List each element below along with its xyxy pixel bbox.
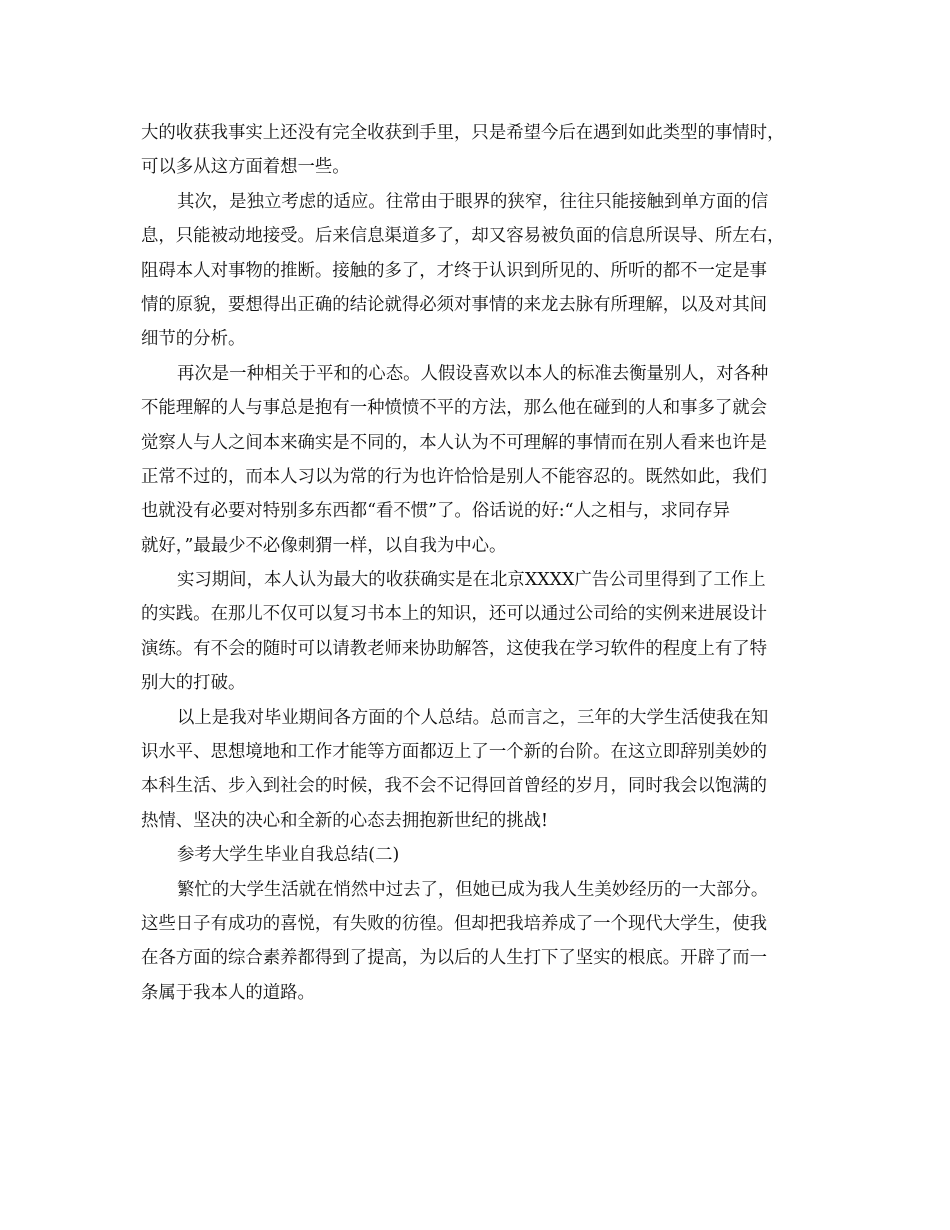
text-line: 息，只能被动地接受。后来信息渠道多了，却又容易被负面的信息所误导、所左右， (141, 226, 785, 247)
text-line: 其次，是独立考虑的适应。往常由于眼界的狭窄，往往只能接触到单方面的信 (177, 191, 769, 212)
text-line: 阻碍本人对事物的推断。接触的多了，才终于认识到所见的、所听的都不一定是事 (141, 260, 768, 281)
text-line: 觉察人与人之间本来确实是不同的，本人认为不可理解的事情而在别人看来也许是 (141, 432, 768, 453)
text-line: 别大的打破。 (141, 673, 246, 694)
text-line: 就好，”最最少不必像刺猬一样，以自我为中心。 (141, 535, 507, 556)
text-line: 热情、坚决的决心和全新的心态去拥抱新世纪的挑战! (141, 810, 548, 831)
text-line: 在各方面的综合素养都得到了提高，为以后的人生打下了坚实的根底。开辟了而一 (141, 948, 768, 969)
text-line: 正常不过的，而本人习以为常的行为也许恰恰是别人不能容忍的。既然如此，我们 (141, 466, 768, 487)
text-line: 的实践。在那儿不仅可以复习书本上的知识，还可以通过公司给的实例来进展设计 (141, 604, 768, 625)
text-line: 大的收获我事实上还没有完全收获到手里，只是希望今后在遇到如此类型的事情时， (141, 123, 785, 143)
text-line: 不能理解的人与事总是抱有一种愤愤不平的方法，那么他在碰到的人和事多了就会 (141, 398, 768, 419)
text-line: 识水平、思想境地和工作才能等方面都迈上了一个新的台阶。在这立即辞别美妙的 (141, 742, 768, 763)
text-line: 繁忙的大学生活就在悄然中过去了，但她已成为我人生美妙经历的一大部分。 (177, 879, 769, 900)
text-line: 实习期间，本人认为最大的收获确实是在北京XXXX广告公司里得到了工作上 (177, 570, 766, 591)
section-heading: 参考大学生毕业自我总结(二) (177, 845, 400, 866)
text-line: 以上是我对毕业期间各方面的个人总结。总而言之，三年的大学生活使我在知 (177, 707, 769, 728)
text-line: 演练。有不会的随时可以请教老师来协助解答，这使我在学习软件的程度上有了特 (141, 638, 768, 659)
text-line: 也就没有必要对特别多东西都“看不惯”了。俗话说的好:“人之相与，求同存异 (141, 501, 731, 522)
text-line: 情的原貌，要想得出正确的结论就得必须对事情的来龙去脉有所理解，以及对其间 (141, 294, 768, 315)
text-line: 细节的分析。 (141, 329, 246, 350)
text-line: 再次是一种相关于平和的心态。人假设喜欢以本人的标准去衡量别人，对各种 (177, 363, 769, 384)
document-body (141, 116, 821, 1010)
text-line: 这些日子有成功的喜悦，有失败的彷徨。但却把我培养成了一个现代大学生，使我 (141, 913, 768, 934)
text-line: 本科生活、步入到社会的时候，我不会不记得回首曾经的岁月，同时我会以饱满的 (141, 776, 768, 797)
text-line: 条属于我本人的道路。 (141, 982, 315, 1003)
text-line: 可以多从这方面着想一些。 (141, 157, 350, 178)
